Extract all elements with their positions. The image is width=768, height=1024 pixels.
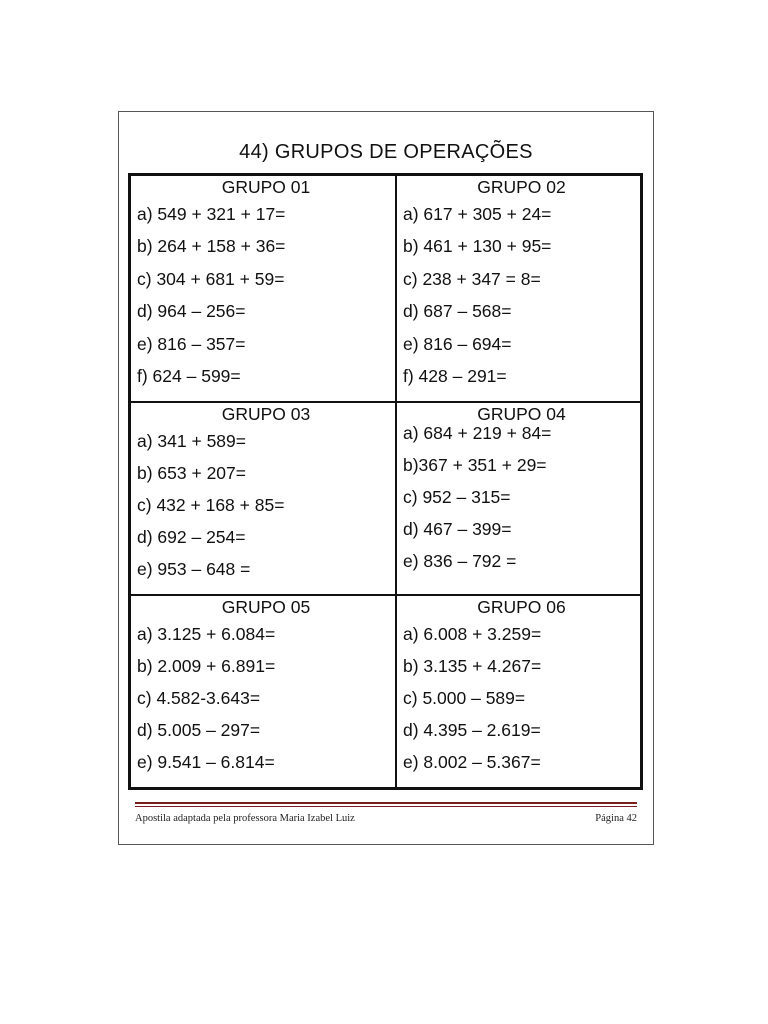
- operations-grid: [128, 173, 643, 790]
- footer-divider: [135, 806, 637, 807]
- operation-item: e) 8.002 – 5.367=: [403, 752, 541, 772]
- operation-item: b) 2.009 + 6.891=: [137, 656, 276, 676]
- group-title: GRUPO 06: [477, 597, 566, 617]
- operation-item: d) 5.005 – 297=: [137, 720, 261, 740]
- operation-item: c) 238 + 347 = 8=: [403, 268, 541, 289]
- group-cell-02: [397, 176, 640, 401]
- group-cell-06: [397, 596, 640, 787]
- group-cell-03: [131, 403, 395, 594]
- operation-item: d) 687 – 568=: [403, 301, 512, 322]
- operation-item: e) 953 – 648 =: [137, 559, 251, 579]
- operation-item: f) 428 – 291=: [403, 365, 507, 386]
- operation-item: e) 816 – 357=: [137, 333, 246, 354]
- group-cell-04: [397, 403, 640, 594]
- operation-item: a) 3.125 + 6.084=: [137, 624, 276, 644]
- group-title: GRUPO 04: [477, 404, 566, 424]
- operation-item: c) 952 – 315=: [403, 487, 511, 507]
- operation-item: c) 432 + 168 + 85=: [137, 495, 285, 515]
- operation-item: e) 816 – 694=: [403, 333, 512, 354]
- group-title: GRUPO 03: [221, 404, 311, 424]
- operation-item: a) 549 + 321 + 17=: [137, 204, 286, 224]
- group-cell-01: [131, 176, 395, 401]
- operation-item: b) 461 + 130 + 95=: [403, 236, 552, 257]
- footer-page-number: Página 42: [595, 813, 637, 824]
- operation-item: d) 4.395 – 2.619=: [403, 720, 541, 740]
- page-footer: [135, 802, 637, 824]
- operation-item: b)367 + 351 + 29=: [403, 455, 547, 475]
- operation-item: e) 9.541 – 6.814=: [137, 752, 275, 772]
- operation-item: c) 5.000 – 589=: [403, 688, 526, 708]
- operation-item: e) 836 – 792 =: [403, 551, 517, 571]
- footer-divider: [135, 802, 637, 804]
- operation-item: b) 3.135 + 4.267=: [403, 656, 542, 676]
- group-title: GRUPO 05: [221, 597, 311, 617]
- operation-item: d) 964 – 256=: [137, 301, 246, 322]
- worksheet-title: 44) GRUPOS DE OPERAÇÕES: [239, 141, 533, 163]
- operation-item: c) 4.582-3.643=: [137, 688, 261, 708]
- operation-item: a) 684 + 219 + 84=: [403, 423, 552, 443]
- operation-item: a) 341 + 589=: [137, 431, 246, 451]
- operation-item: d) 467 – 399=: [403, 519, 512, 539]
- operation-item: a) 6.008 + 3.259=: [403, 624, 542, 644]
- operation-item: f) 624 – 599=: [137, 365, 241, 386]
- worksheet-page: [118, 111, 654, 845]
- group-cell-05: [131, 596, 395, 787]
- operation-item: b) 264 + 158 + 36=: [137, 236, 286, 257]
- operation-item: c) 304 + 681 + 59=: [137, 268, 285, 289]
- operation-item: d) 692 – 254=: [137, 527, 246, 547]
- operation-item: b) 653 + 207=: [137, 463, 246, 483]
- group-title: GRUPO 01: [221, 177, 311, 197]
- operation-item: a) 617 + 305 + 24=: [403, 204, 552, 224]
- group-title: GRUPO 02: [477, 177, 566, 197]
- footer-author: Apostila adaptada pela professora Maria Izabel Luiz: [135, 813, 355, 824]
